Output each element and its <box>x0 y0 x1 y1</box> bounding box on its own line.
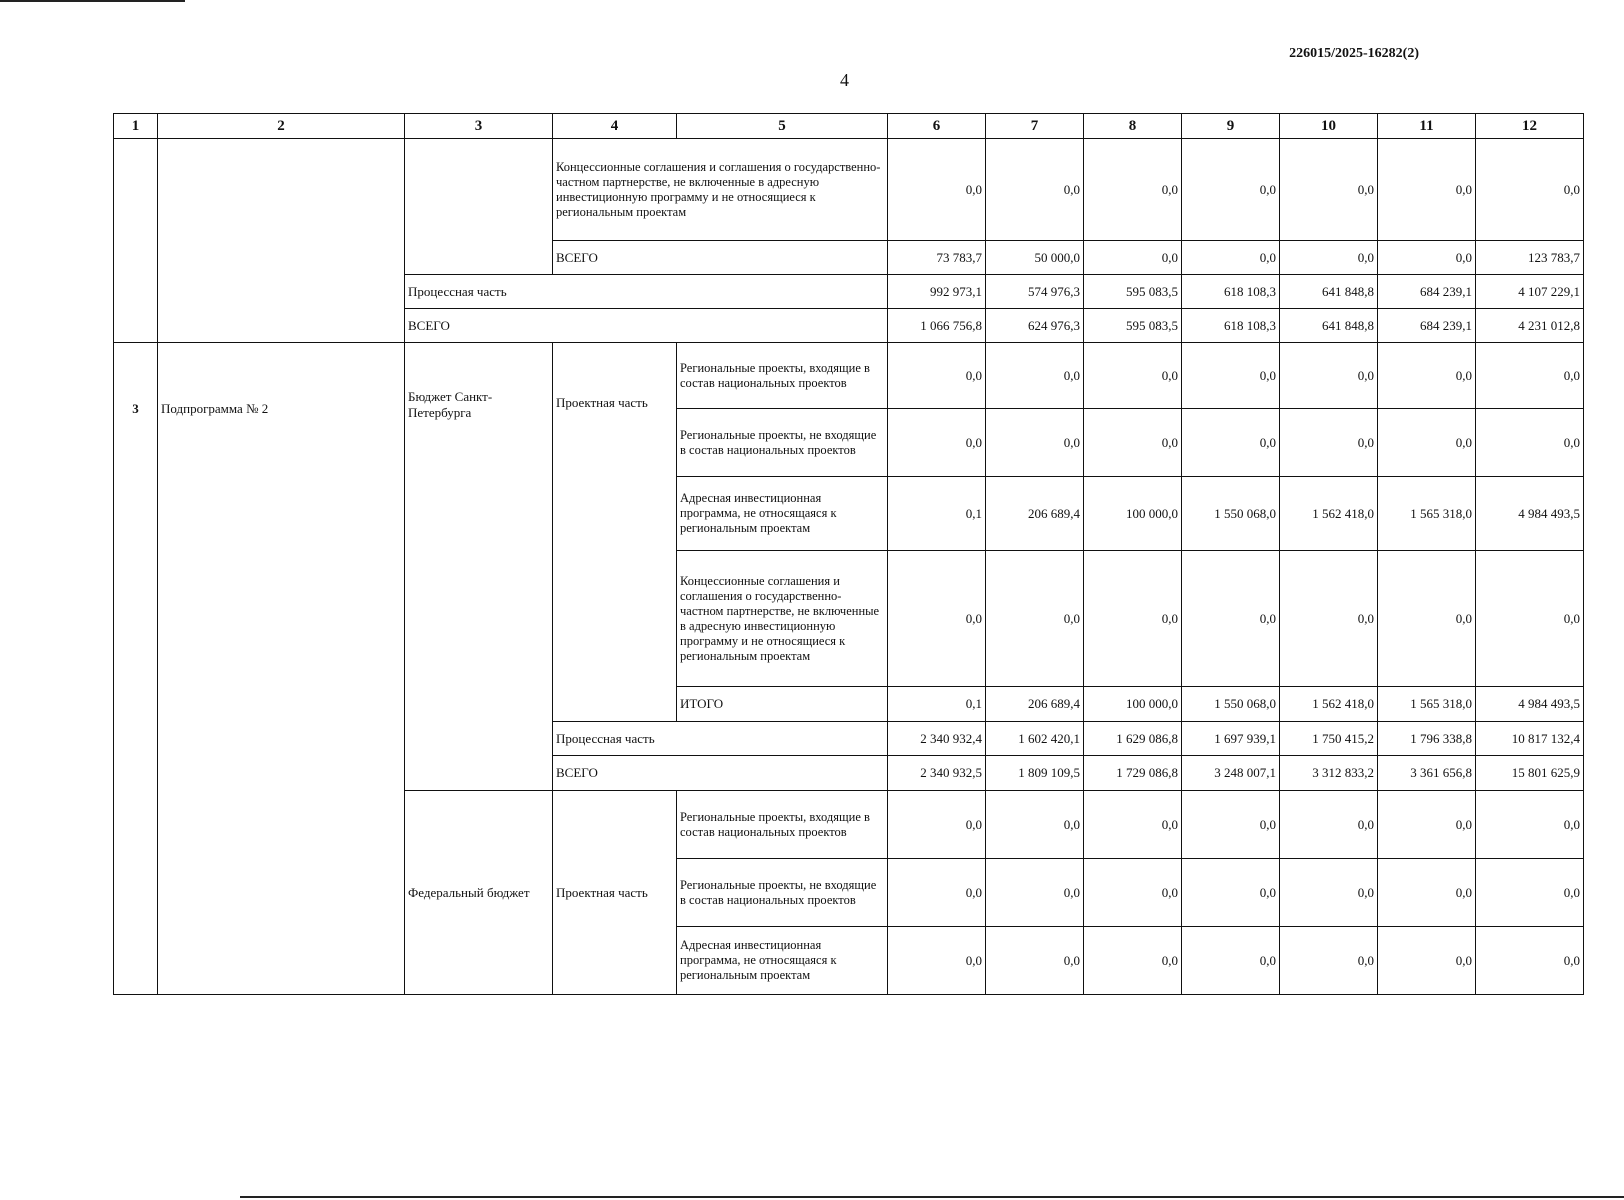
value-cell: 0,0 <box>1182 791 1280 859</box>
value-cell: 0,0 <box>986 551 1084 687</box>
row-number: 3 <box>114 343 158 995</box>
row-label: ВСЕГО <box>553 241 888 275</box>
bottom-rule <box>240 1196 1624 1198</box>
value-cell: 206 689,4 <box>986 687 1084 722</box>
row-label: ИТОГО <box>677 687 888 722</box>
value-cell: 1 796 338,8 <box>1378 722 1476 756</box>
value-cell: 0,0 <box>1084 409 1182 477</box>
value-cell: 595 083,5 <box>1084 309 1182 343</box>
row-label: Концессионные соглашения и соглашения о государственно-частном партнерстве, не включенные в адресную инвестиционную программу и не относящиеся к региональным проектам <box>677 551 888 687</box>
value-cell: 4 231 012,8 <box>1476 309 1584 343</box>
value-cell: 0,0 <box>1476 343 1584 409</box>
value-cell: 0,0 <box>986 409 1084 477</box>
value-cell: 0,0 <box>888 551 986 687</box>
value-cell: 0,1 <box>888 477 986 551</box>
col-header: 3 <box>405 114 553 139</box>
value-cell: 618 108,3 <box>1182 275 1280 309</box>
row-label: Региональные проекты, не входящие в состав национальных проектов <box>677 409 888 477</box>
budget-source: Бюджет Санкт-Петербурга <box>405 343 553 791</box>
document-id: 226015/2025-16282(2) <box>1289 46 1419 61</box>
value-cell: 0,0 <box>1182 551 1280 687</box>
value-cell: 1 550 068,0 <box>1182 477 1280 551</box>
col-header: 5 <box>677 114 888 139</box>
value-cell: 3 248 007,1 <box>1182 756 1280 791</box>
value-cell: 0,0 <box>888 343 986 409</box>
value-cell: 0,0 <box>888 409 986 477</box>
value-cell: 0,0 <box>1280 551 1378 687</box>
value-cell: 0,0 <box>1378 791 1476 859</box>
value-cell: 618 108,3 <box>1182 309 1280 343</box>
value-cell: 1 629 086,8 <box>1084 722 1182 756</box>
value-cell: 0,0 <box>1378 927 1476 995</box>
row-label: Адресная инвестиционная программа, не относящаяся к региональным проектам <box>677 477 888 551</box>
value-cell: 624 976,3 <box>986 309 1084 343</box>
value-cell: 0,0 <box>888 927 986 995</box>
col-header: 11 <box>1378 114 1476 139</box>
empty-cell <box>114 139 158 343</box>
value-cell: 0,0 <box>888 859 986 927</box>
value-cell: 0,0 <box>1378 409 1476 477</box>
value-cell: 0,0 <box>888 139 986 241</box>
value-cell: 73 783,7 <box>888 241 986 275</box>
value-cell: 0,0 <box>1084 927 1182 995</box>
value-cell: 15 801 625,9 <box>1476 756 1584 791</box>
value-cell: 0,0 <box>1084 791 1182 859</box>
value-cell: 1 697 939,1 <box>1182 722 1280 756</box>
column-number-row <box>114 114 1584 139</box>
table-row <box>114 139 1584 241</box>
value-cell: 0,0 <box>1378 241 1476 275</box>
value-cell: 4 107 229,1 <box>1476 275 1584 309</box>
value-cell: 0,0 <box>1280 139 1378 241</box>
value-cell: 1 729 086,8 <box>1084 756 1182 791</box>
value-cell: 0,0 <box>1182 241 1280 275</box>
value-cell: 2 340 932,5 <box>888 756 986 791</box>
value-cell: 0,0 <box>1084 139 1182 241</box>
value-cell: 0,0 <box>1476 409 1584 477</box>
budget-table <box>113 113 1584 995</box>
value-cell: 0,0 <box>1084 343 1182 409</box>
col-header: 12 <box>1476 114 1584 139</box>
value-cell: 0,0 <box>1378 551 1476 687</box>
table-row <box>114 343 1584 409</box>
row-label: Процессная часть <box>405 275 888 309</box>
value-cell: 0,0 <box>986 859 1084 927</box>
value-cell: 684 239,1 <box>1378 309 1476 343</box>
value-cell: 0,0 <box>1476 139 1584 241</box>
value-cell: 0,0 <box>1182 927 1280 995</box>
value-cell: 0,0 <box>1280 927 1378 995</box>
value-cell: 0,0 <box>1476 859 1584 927</box>
value-cell: 3 361 656,8 <box>1378 756 1476 791</box>
value-cell: 0,0 <box>1378 343 1476 409</box>
row-label: Концессионные соглашения и соглашения о государственно-частном партнерстве, не включенные в адресную инвестиционную программу и не относящиеся к региональным проектам <box>553 139 888 241</box>
value-cell: 3 312 833,2 <box>1280 756 1378 791</box>
empty-cell <box>405 139 553 275</box>
value-cell: 0,0 <box>986 343 1084 409</box>
row-label: ВСЕГО <box>405 309 888 343</box>
col-header: 2 <box>158 114 405 139</box>
value-cell: 4 984 493,5 <box>1476 687 1584 722</box>
value-cell: 0,0 <box>1182 343 1280 409</box>
subprogram-name: Подпрограмма № 2 <box>158 343 405 995</box>
value-cell: 50 000,0 <box>986 241 1084 275</box>
row-label: Региональные проекты, входящие в состав национальных проектов <box>677 343 888 409</box>
value-cell: 641 848,8 <box>1280 275 1378 309</box>
budget-source: Федеральный бюджет <box>405 791 553 995</box>
value-cell: 0,0 <box>1182 859 1280 927</box>
value-cell: 1 562 418,0 <box>1280 687 1378 722</box>
project-part-label: Проектная часть <box>553 791 677 995</box>
col-header: 1 <box>114 114 158 139</box>
col-header: 9 <box>1182 114 1280 139</box>
value-cell: 0,0 <box>1280 859 1378 927</box>
row-label: Адресная инвестиционная программа, не относящаяся к региональным проектам <box>677 927 888 995</box>
value-cell: 0,0 <box>1280 409 1378 477</box>
value-cell: 206 689,4 <box>986 477 1084 551</box>
value-cell: 0,0 <box>1182 139 1280 241</box>
value-cell: 0,0 <box>888 791 986 859</box>
value-cell: 574 976,3 <box>986 275 1084 309</box>
value-cell: 0,0 <box>1084 859 1182 927</box>
col-header: 10 <box>1280 114 1378 139</box>
value-cell: 1 550 068,0 <box>1182 687 1280 722</box>
value-cell: 100 000,0 <box>1084 687 1182 722</box>
value-cell: 1 750 415,2 <box>1280 722 1378 756</box>
col-header: 7 <box>986 114 1084 139</box>
value-cell: 0,0 <box>1476 927 1584 995</box>
value-cell: 10 817 132,4 <box>1476 722 1584 756</box>
value-cell: 1 066 756,8 <box>888 309 986 343</box>
row-label: Региональные проекты, входящие в состав национальных проектов <box>677 791 888 859</box>
row-label: ВСЕГО <box>553 756 888 791</box>
value-cell: 641 848,8 <box>1280 309 1378 343</box>
value-cell: 100 000,0 <box>1084 477 1182 551</box>
value-cell: 123 783,7 <box>1476 241 1584 275</box>
value-cell: 1 562 418,0 <box>1280 477 1378 551</box>
value-cell: 0,0 <box>1476 551 1584 687</box>
value-cell: 4 984 493,5 <box>1476 477 1584 551</box>
value-cell: 1 602 420,1 <box>986 722 1084 756</box>
row-label: Региональные проекты, не входящие в состав национальных проектов <box>677 859 888 927</box>
col-header: 4 <box>553 114 677 139</box>
top-rule <box>0 0 185 2</box>
value-cell: 0,0 <box>1084 241 1182 275</box>
row-label: Процессная часть <box>553 722 888 756</box>
value-cell: 2 340 932,4 <box>888 722 986 756</box>
value-cell: 0,0 <box>986 139 1084 241</box>
value-cell: 595 083,5 <box>1084 275 1182 309</box>
value-cell: 1 565 318,0 <box>1378 687 1476 722</box>
value-cell: 0,0 <box>1378 139 1476 241</box>
project-part-label: Проектная часть <box>553 343 677 722</box>
value-cell: 0,0 <box>986 791 1084 859</box>
value-cell: 0,0 <box>1084 551 1182 687</box>
value-cell: 0,0 <box>1280 791 1378 859</box>
value-cell: 0,1 <box>888 687 986 722</box>
value-cell: 0,0 <box>1378 859 1476 927</box>
value-cell: 0,0 <box>1182 409 1280 477</box>
page-number: 4 <box>840 70 849 90</box>
value-cell: 0,0 <box>986 927 1084 995</box>
col-header: 8 <box>1084 114 1182 139</box>
value-cell: 0,0 <box>1280 343 1378 409</box>
empty-cell <box>158 139 405 343</box>
value-cell: 1 565 318,0 <box>1378 477 1476 551</box>
value-cell: 0,0 <box>1280 241 1378 275</box>
value-cell: 1 809 109,5 <box>986 756 1084 791</box>
value-cell: 0,0 <box>1476 791 1584 859</box>
value-cell: 684 239,1 <box>1378 275 1476 309</box>
value-cell: 992 973,1 <box>888 275 986 309</box>
col-header: 6 <box>888 114 986 139</box>
